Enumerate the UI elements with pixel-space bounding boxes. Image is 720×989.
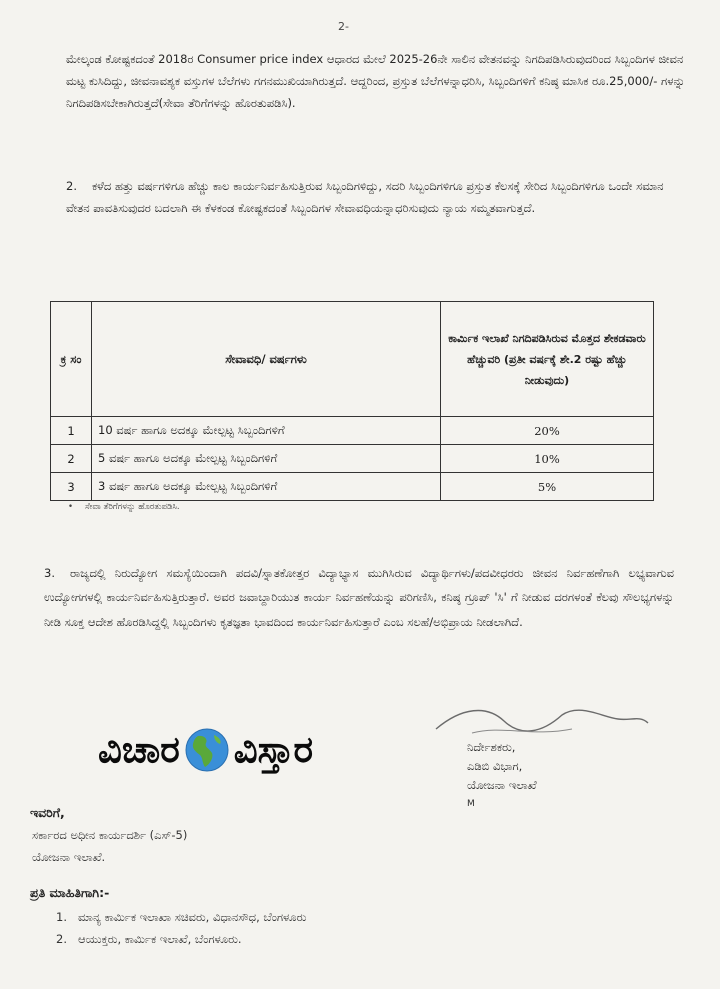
globe-icon: [184, 727, 230, 773]
signatory-title: ನಿರ್ದೇಶಕರು,: [467, 740, 516, 754]
table-row: [51, 473, 654, 501]
copy-to-item: [56, 932, 242, 947]
watermark-left-text: ವಿಚಾರ: [98, 728, 180, 771]
addressee-line-2: ಯೋಜನಾ ಇಲಾಖೆ.: [32, 850, 106, 864]
copy-to-title: ಪ್ರತಿ ಮಾಹಿತಿಗಾಗಿ:-: [30, 885, 110, 900]
bullet-icon: •: [68, 502, 74, 512]
header-percentage: ಕಾರ್ಮಿಕ ಇಲಾಖೆ ನಿಗದಿಪಡಿಸಿರುವ ಮೊತ್ತದ ಶೇಕಡವಾರು ಹೆಚ್ಚುವರಿ (ಪ್ರತೀ ವರ್ಷಕ್ಕೆ ಶೇ.2 ರಷ್ಟು ಹೆಚ್ಚು ನೀಡುವುದು): [441, 302, 654, 417]
page-number: 2-: [338, 20, 349, 33]
signatory-block: [467, 738, 537, 814]
watermark-right-text: ವಿಸ್ತಾರ: [233, 728, 314, 771]
service-increment-table: [50, 301, 654, 501]
signatory-mark: M: [467, 799, 475, 809]
row-serial: 1: [51, 417, 92, 445]
paragraph-3-number: 3.: [44, 566, 55, 580]
addressee-line-1: ಸರ್ಕಾರದ ಅಧೀನ ಕಾರ್ಯದರ್ಶಿ (ಎಸ್-5): [32, 828, 188, 842]
copy-to-item-text: ಮಾನ್ಯ ಕಾರ್ಮಿಕ ಇಲಾಖಾ ಸಚಿವರು, ವಿಧಾನಸೌಧ, ಬೆಂಗಳೂರು: [78, 910, 307, 924]
row-percentage: 20%: [441, 417, 654, 445]
table-row: [51, 417, 654, 445]
paragraph-3: [44, 561, 674, 634]
signatory-division: ಎಡಿಬಿ ವಿಭಾಗ,: [467, 759, 523, 773]
paragraph-2-number: 2.: [66, 179, 77, 193]
row-percentage: 10%: [441, 445, 654, 473]
table-footnote-text: ಸೇವಾ ತೆರಿಗೆಗಳನ್ನು ಹೊರತುಪಡಿಸಿ.: [85, 502, 180, 512]
watermark-logo: [98, 727, 313, 773]
row-serial: 2: [51, 445, 92, 473]
header-serial-no: ಕ್ರ ಸಂ: [51, 302, 92, 417]
row-service: 10 ವರ್ಷ ಹಾಗೂ ಅದಕ್ಕೂ ಮೇಲ್ಪಟ್ಟ ಸಿಬ್ಬಂದಿಗಳಿಗೆ: [92, 417, 441, 445]
table-header-row: [51, 302, 654, 417]
paragraph-2: [66, 175, 670, 219]
copy-to-item: [56, 910, 306, 925]
paragraph-2-text: ಕಳೆದ ಹತ್ತು ವರ್ಷಗಳಿಗೂ ಹೆಚ್ಚು ಕಾಲ ಕಾರ್ಯನಿರ್ವಹಿಸುತ್ತಿರುವ ಸಿಬ್ಬಂದಿಗಳಿದ್ದು, ಸದರಿ ಸಿಬ್ಬಂದಿಗಳಿಗೂ ಪ್ರಸ್ತುತ ಕೆಲಸಕ್ಕೆ ಸೇರಿದ ಸಿಬ್ಬಂದಿಗಳಿಗೂ ಒಂದೇ ಸಮಾನ ವೇತನ ಪಾವತಿಸುವುದರ ಬದಲಾಗಿ ಈ ಕೆಳಕಂಡ ಕೋಷ್ಟಕದಂತೆ ಸಿಬ್ಬಂದಿಗಳ ಸೇವಾವಧಿಯನ್ನಾಧರಿಸುವುದು ನ್ಯಾಯ ಸಮ್ಮತವಾಗುತ್ತದೆ.: [66, 179, 664, 215]
row-service: 5 ವರ್ಷ ಹಾಗೂ ಅದಕ್ಕೂ ಮೇಲ್ಪಟ್ಟ ಸಿಬ್ಬಂದಿಗಳಿಗೆ: [92, 445, 441, 473]
copy-to-item-number: 2.: [56, 932, 67, 946]
row-serial: 3: [51, 473, 92, 501]
addressee-title: ಇವರಿಗೆ,: [30, 805, 65, 820]
row-percentage: 5%: [441, 473, 654, 501]
table-row: [51, 445, 654, 473]
signatory-department: ಯೋಜನಾ ಇಲಾಖೆ: [467, 778, 537, 792]
signature-scribble: [432, 699, 652, 744]
copy-to-item-number: 1.: [56, 910, 67, 924]
paragraph-1: ಮೇಲ್ಕಂಡ ಕೋಷ್ಟಕದಂತೆ 2018ರ Consumer price index ಆಧಾರದ ಮೇಲೆ 2025-26ನೇ ಸಾಲಿನ ವೇತನವನ್ನು ನಿಗದಿಪಡಿಸಿರುವುದರಿಂದ ಸಿಬ್ಬಂದಿಗಳ ಜೀವನ ಮಟ್ಟ ಕುಸಿದಿದ್ದು, ಜೀವನಾವಶ್ಯಕ ವಸ್ತುಗಳ ಬೆಲೆಗಳು ಗಗನಮುಖಿಯಾಗಿರುತ್ತದೆ. ಆದ್ದರಿಂದ, ಪ್ರಸ್ತುತ ಬೆಲೆಗಳನ್ನಾಧರಿಸಿ, ಸಿಬ್ಬಂದಿಗಳಿಗೆ ಕನಿಷ್ಠ ಮಾಸಿಕ ರೂ.25,000/- ಗಳನ್ನು ನಿಗದಿಪಡಿಸಬೇಕಾಗಿರುತ್ತದೆ(ಸೇವಾ ತೆರಿಗೆಗಳನ್ನು ಹೊರತುಪಡಿಸಿ).: [66, 51, 686, 110]
header-service-years: ಸೇವಾವಧಿ/ ವರ್ಷಗಳು: [92, 302, 441, 417]
copy-to-item-text: ಆಯುಕ್ತರು, ಕಾರ್ಮಿಕ ಇಲಾಖೆ, ಬೆಂಗಳೂರು.: [78, 932, 242, 946]
table-footnote: [68, 502, 180, 512]
row-service: 3 ವರ್ಷ ಹಾಗೂ ಅದಕ್ಕೂ ಮೇಲ್ಪಟ್ಟ ಸಿಬ್ಬಂದಿಗಳಿಗೆ: [92, 473, 441, 501]
paragraph-3-text: ರಾಜ್ಯದಲ್ಲಿ ನಿರುದ್ಯೋಗ ಸಮಸ್ಯೆಯಿಂದಾಗಿ ಪದವಿ/ಸ್ನಾತಕೋತ್ತರ ವಿದ್ಯಾಭ್ಯಾಸ ಮುಗಿಸಿರುವ ವಿದ್ಯಾರ್ಥಿಗಳು/ಪದವೀಧರರು ಜೀವನ ನಿರ್ವಹಣೆಗಾಗಿ ಲಭ್ಯವಾಗುವ ಉದ್ಯೋಗಗಳಲ್ಲಿ ಕಾರ್ಯನಿರ್ವಹಿಸುತ್ತಿರುತ್ತಾರೆ. ಅವರ ಜವಾಬ್ದಾರಿಯುತ ಕಾರ್ಯ ನಿರ್ವಹಣೆಯನ್ನು ಪರಿಗಣಿಸಿ, ಕನಿಷ್ಠ ಗ್ರೂಪ್ 'ಸಿ' ಗೆ ನೀಡುವ ದರಗಳಂತೆ ಕೆಲವು ಸೌಲಭ್ಯಗಳನ್ನು ನೀಡಿ ಸೂಕ್ತ ಆದೇಶ ಹೊರಡಿಸಿದ್ದಲ್ಲಿ ಸಿಬ್ಬಂದಿಗಳು ಕೃತಜ್ಞತಾ ಭಾವದಿಂದ ಕಾರ್ಯನಿರ್ವಹಿಸುತ್ತಾರೆ ಎಂಬ ಸಲಹೆ/ಅಭಿಪ್ರಾಯ ನೀಡಲಾಗಿದೆ.: [44, 566, 674, 629]
